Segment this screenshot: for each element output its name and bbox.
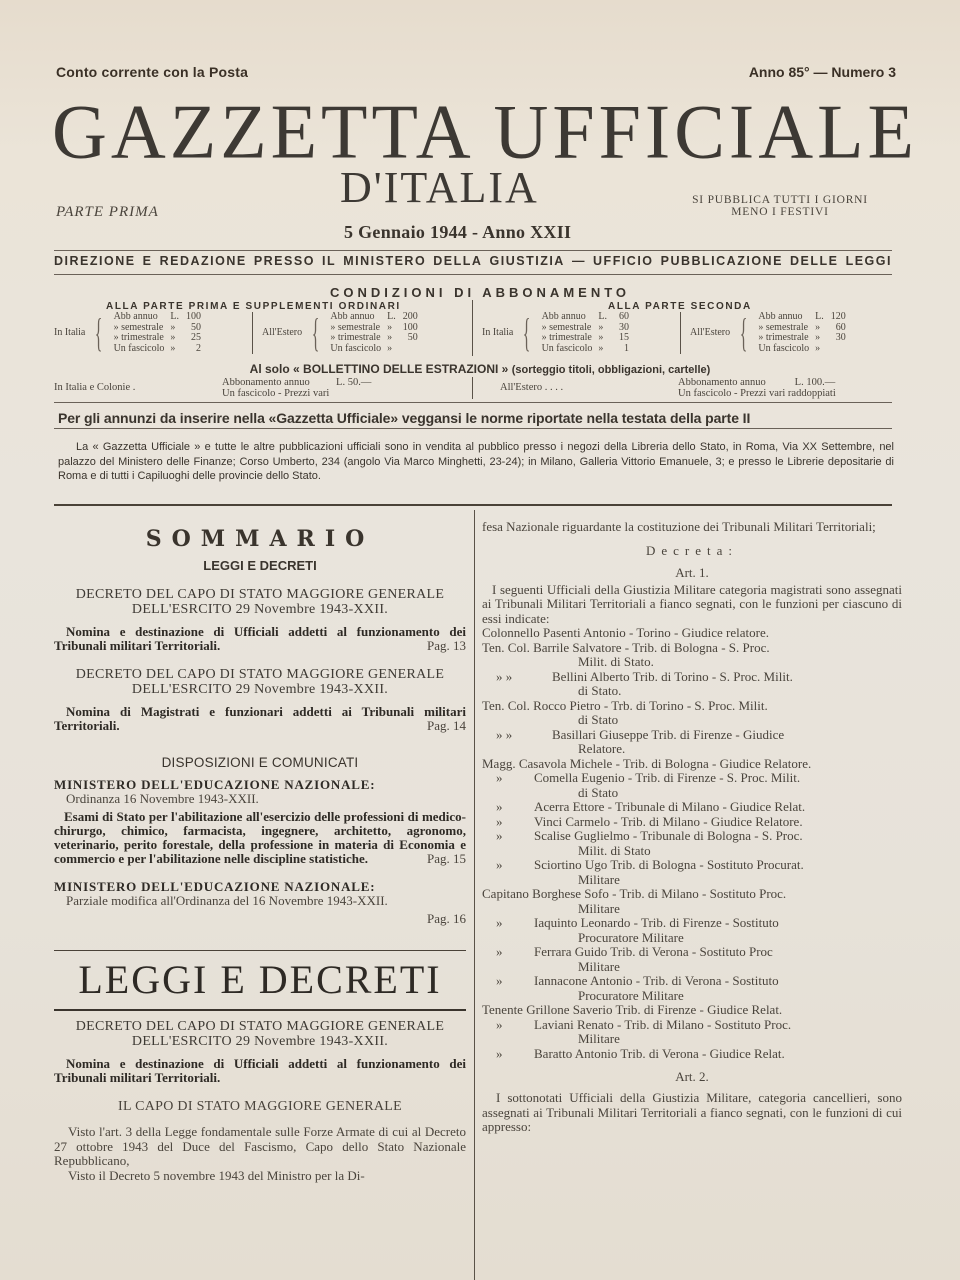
- ministero-description: [54, 912, 466, 926]
- page-ref: Pag. 16: [427, 912, 466, 926]
- brace-icon: {: [311, 310, 320, 355]
- bollettino-note: (sorteggio titoli, obbligazioni, cartelle): [511, 364, 711, 376]
- appointment-entry: » Acerra Ettore - Tribunale di Milano - Giudice Relat.: [496, 799, 806, 814]
- newspaper-subtitle: D'ITALIA: [340, 163, 539, 212]
- sommario-entry[interactable]: [54, 587, 466, 653]
- ministero-name: MINISTERO DELL'EDUCAZIONE NAZIONALE:: [54, 777, 376, 792]
- direzione-word: —: [571, 254, 586, 268]
- brace-icon: {: [523, 310, 531, 355]
- appointment-entry: » » Basillari Giuseppe Trib. di Firenze - Giudice Relatore.: [496, 726, 785, 756]
- description-text: Esami di Stato per l'abilitazione all'esercizio delle professioni di medico-chirurgo, chimico, farmacista, ingegnere, architetto, agronomo, veterinario, perito forestale, della professione in materia di Economia e commercio e per l'abilitazione nelle discipline statistiche.: [54, 809, 466, 866]
- brace-icon: {: [95, 310, 103, 355]
- ministero-name: MINISTERO DELL'EDUCAZIONE NAZIONALE:: [54, 879, 376, 894]
- visto-paragraph: Visto il Decreto 5 novembre 1943 del Ministro per la Di-: [68, 1167, 365, 1183]
- column-divider: [474, 510, 475, 1280]
- price: L. 100.—: [794, 377, 836, 388]
- bollettino-heading: [0, 362, 960, 376]
- bollettino-estero-label: All'Estero . . . .: [500, 382, 564, 393]
- divider: [54, 274, 892, 275]
- appointment-entry: » Iannacone Antonio - Trib. di Verona - Sostituto Procuratore Militare: [496, 973, 779, 1003]
- decreta-heading: Decreta:: [645, 542, 739, 558]
- publication-schedule-line2: MENO I FESTIVI: [731, 206, 829, 218]
- fascicolo-price: Un fascicolo - Prezzi vari raddoppiati: [678, 388, 836, 399]
- direzione-word: IL: [322, 254, 337, 268]
- price-table: Abb annuo L. 60 » semestrale » 30 » trimestrale » 15 Un fascicolo » 1: [541, 311, 630, 354]
- page-ref: Pag. 14: [427, 718, 466, 733]
- price: L. 50.—: [336, 377, 372, 388]
- bollettino-prefix: Al solo: [249, 362, 290, 376]
- appointment-entry: Ten. Col. Barrile Salvatore - Trib. di Bologna - S. Proc. Milit. di Stato.: [482, 639, 770, 669]
- page-ref: Pag. 15: [427, 851, 466, 866]
- article-heading: Art. 1.: [675, 564, 709, 580]
- sommario-entry[interactable]: [54, 667, 466, 733]
- article-heading: Art. 2.: [675, 1069, 709, 1084]
- appointment-entry: Ten. Col. Rocco Pietro - Trb. di Torino - S. Proc. Milit. di Stato: [482, 697, 768, 727]
- ditto-mark: »: [496, 828, 503, 843]
- disposizioni-heading: DISPOSIZIONI E COMUNICATI: [161, 755, 359, 770]
- appointment-entry: » Baratto Antonio Trib. di Verona - Giudice Relat.: [496, 1045, 785, 1061]
- direzione-word: DIREZIONE: [54, 254, 136, 268]
- divider: [54, 504, 892, 506]
- continuation-text: fesa Nazionale riguardante la costituzione dei Tribunali Militari Territoriali;: [482, 519, 876, 534]
- price-parte-prima-estero: [262, 312, 421, 354]
- description-text: Nomina di Magistrati e funzionari addetti ai Tribunali militari Territoriali.: [54, 704, 466, 733]
- parte-prima-label: PARTE PRIMA: [56, 204, 159, 220]
- direzione-line: [54, 254, 892, 268]
- bollettino-italia-prices: [222, 377, 371, 399]
- divider: [252, 312, 253, 354]
- appointment-entry: » Iaquinto Leonardo - Trib. di Firenze - Sostituto Procuratore Militare: [496, 915, 779, 945]
- ditto-mark: »: [496, 1016, 503, 1032]
- ditto-mark: »: [496, 915, 503, 930]
- ditto-mark: » »: [496, 726, 513, 742]
- direzione-word: GIUSTIZIA: [489, 254, 565, 268]
- appointment-entry: Colonnello Pasenti Antonio - Torino - Giudice relatore.: [482, 625, 769, 640]
- ditto-mark: »: [496, 1045, 503, 1061]
- ditto-mark: »: [496, 857, 503, 872]
- bollettino-estero-prices: [678, 377, 836, 399]
- bollettino-italia-label: In Italia e Colonie .: [54, 382, 136, 393]
- direzione-word: DELLE: [790, 254, 839, 268]
- divider: [54, 1009, 466, 1011]
- decreto-title: DECRETO DEL CAPO DI STATO MAGGIORE GENERALE DELL'ESRCITO 29 Novembre 1943-XXII.: [75, 1019, 445, 1049]
- price-parte-seconda-estero: [690, 312, 849, 354]
- fascicolo-price: Un fascicolo - Prezzi vari: [222, 388, 330, 399]
- divider: [472, 377, 473, 399]
- ministero-description: [54, 810, 466, 866]
- description-text: Nomina e destinazione di Ufficiali addetti al funzionamento dei Tribunali militari Territoriali.: [54, 624, 466, 653]
- sommario-title: SOMMARIO: [145, 526, 375, 552]
- divider: [680, 312, 681, 354]
- ordinanza-ref: Ordinanza 16 Novembre 1943-XXII.: [66, 791, 259, 806]
- article-text: I seguenti Ufficiali della Giustizia Militare categoria magistrati sono assegnati ai Tribunali Militari Territoriali a fianco segnati, con le funzioni per ciascuno di essi indicate:: [482, 581, 902, 626]
- direzione-word: REDAZIONE: [159, 254, 247, 268]
- left-column: [54, 520, 466, 1183]
- conto-corrente-label: Conto corrente con la Posta: [56, 64, 249, 80]
- price-table: Abb annuo L. 200 » semestrale » 100 » trimestrale » 50 Un fascicolo »: [330, 311, 418, 354]
- ditto-mark: »: [496, 799, 503, 814]
- brace-icon: {: [739, 310, 748, 355]
- location-label: All'Estero: [690, 327, 731, 338]
- annunzi-notice: Per gli annunzi da inserire nella «Gazzetta Ufficiale» veggansi le norme riportate nella testata della parte II: [58, 410, 751, 426]
- appointment-entry: » Scalise Guglielmo - Tribunale di Bologna - S. Proc. Milit. di Stato: [496, 828, 803, 858]
- divider: [54, 950, 466, 951]
- ditto-mark: »: [496, 813, 503, 829]
- abbonamento-annuo: Abbonamento annuo: [678, 377, 766, 388]
- divider: [54, 402, 892, 403]
- divider: [472, 300, 473, 356]
- decreto-title: DECRETO DEL CAPO DI STATO MAGGIORE GENERALE DELL'ESRCITO 29 Novembre 1943-XXII.: [75, 667, 445, 697]
- abbonamento-annuo: Abbonamento annuo: [222, 377, 310, 388]
- visto-paragraph: Visto l'art. 3 della Legge fondamentale sulle Forze Armate di cui al Decreto 27 ottobre 1943 del Duce del Fascismo, Capo dello Stato Nazionale Repubblicano,: [54, 1124, 466, 1168]
- appointment-entry: » Laviani Renato - Trib. di Milano - Sostituto Proc. Militare: [496, 1016, 792, 1046]
- parte-seconda-heading: ALLA PARTE SECONDA: [608, 301, 752, 312]
- decreto-description: [54, 625, 466, 653]
- direzione-word: DELLA: [433, 254, 483, 268]
- bollettino-title: « BOLLETTINO DELLE ESTRAZIONI »: [293, 362, 509, 376]
- leggi-decreti-heading: LEGGI E DECRETI: [203, 558, 317, 573]
- decreto-description: [54, 705, 466, 733]
- issue-date: 5 Gennaio 1944 - Anno XXII: [344, 222, 572, 242]
- ditto-mark: »: [496, 973, 503, 988]
- direzione-word: PUBBLICAZIONE: [660, 254, 783, 268]
- issue-number: Anno 85° — Numero 3: [748, 64, 896, 80]
- sommario-entry[interactable]: [54, 880, 466, 926]
- appointment-entry: » Sciortino Ugo Trib. di Bologna - Sostituto Procurat. Militare: [496, 857, 804, 887]
- location-label: In Italia: [54, 327, 86, 338]
- appointment-entry: » Vinci Carmelo - Trib. di Milano - Giudice Relatore.: [496, 813, 803, 829]
- publication-schedule-line1: SI PUBBLICA TUTTI I GIORNI: [692, 194, 868, 206]
- direzione-word: E: [142, 254, 153, 268]
- decreto-description: Nomina e destinazione di Ufficiali addetti al funzionamento dei Tribunali militari Territoriali.: [54, 1056, 466, 1085]
- page-ref: Pag. 13: [427, 638, 466, 653]
- article-text: I sottonotati Ufficiali della Giustizia Militare, categoria cancellieri, sono assegnati ai Tribunali Militari Territoriali a fianco segnati, con le funzioni di cui appresso:: [482, 1090, 902, 1134]
- divider: [54, 428, 892, 429]
- parte-prima-heading: ALLA PARTE PRIMA E SUPPLEMENTI ORDINARI: [106, 301, 401, 312]
- appointment-entry: » » Bellini Alberto Trib. di Torino - S. Proc. Milit. di Stato.: [496, 668, 793, 698]
- leggi-decreti-title: LEGGI E DECRETI: [78, 957, 442, 1002]
- direzione-word: PRESSO: [253, 254, 315, 268]
- price-parte-prima-italia: [54, 312, 204, 354]
- location-label: All'Estero: [262, 327, 303, 338]
- price-parte-seconda-italia: [482, 312, 632, 354]
- ministero-title: [54, 778, 466, 806]
- direzione-word: LEGGI: [845, 254, 892, 268]
- appointment-entry: Capitano Borghese Sofo - Trib. di Milano - Sostituto Proc. Militare: [482, 886, 787, 916]
- appointment-entry: Tenente Grillone Saverio Trib. di Firenze - Giudice Relat.: [482, 1002, 783, 1017]
- sommario-entry[interactable]: [54, 778, 466, 866]
- appointment-entry: » Ferrara Guido Trib. di Verona - Sostituto Proc Militare: [496, 944, 773, 974]
- appointment-entry: Magg. Casavola Michele - Trib. di Bologna - Giudice Relatore.: [482, 755, 812, 771]
- newspaper-title: GAZZETTA UFFICIALE: [52, 89, 918, 175]
- price-table: Abb annuo L. 100 » semestrale » 50 » trimestrale » 25 Un fascicolo » 2: [113, 311, 202, 354]
- divider: [54, 250, 892, 251]
- direzione-word: UFFICIO: [593, 254, 654, 268]
- appointment-entry: » Comella Eugenio - Trib. di Firenze - S. Proc. Milit. di Stato: [496, 770, 801, 800]
- right-column: [482, 520, 902, 1135]
- ditto-mark: »: [496, 944, 503, 959]
- ditto-mark: »: [496, 770, 503, 785]
- vendita-notice: La « Gazzetta Ufficiale » e tutte le altre pubblicazioni ufficiali sono in vendita al pubblico presso i negozi della Libreria dello Stato, in Roma, Via XX Settembre, nel palazzo del Ministero delle Finanze; Corso Umberto, 234 (angolo Via Marco Minghetti, 23-24); in Milano, Galleria Vittorio Emanuele, 3; e presso le Librerie depositarie di Roma e di tutti i Capiluoghi delle provincie dello Stato.: [58, 441, 894, 482]
- direzione-word: MINISTERO: [343, 254, 427, 268]
- price-table: Abb annuo L. 120 » semestrale » 60 » trimestrale » 30 Un fascicolo »: [758, 311, 846, 354]
- ordinanza-ref: Parziale modifica all'Ordinanza del 16 Novembre 1943-XXII.: [66, 893, 388, 908]
- decreto-title: DECRETO DEL CAPO DI STATO MAGGIORE GENERALE DELL'ESRCITO 29 Novembre 1943-XXII.: [75, 587, 445, 617]
- abbonamento-title: CONDIZIONI DI ABBONAMENTO: [329, 285, 631, 300]
- location-label: In Italia: [482, 327, 514, 338]
- ministero-title: [54, 880, 466, 908]
- publication-schedule: [660, 194, 900, 218]
- capo-heading: IL CAPO DI STATO MAGGIORE GENERALE: [117, 1099, 402, 1114]
- ditto-mark: » »: [496, 668, 513, 684]
